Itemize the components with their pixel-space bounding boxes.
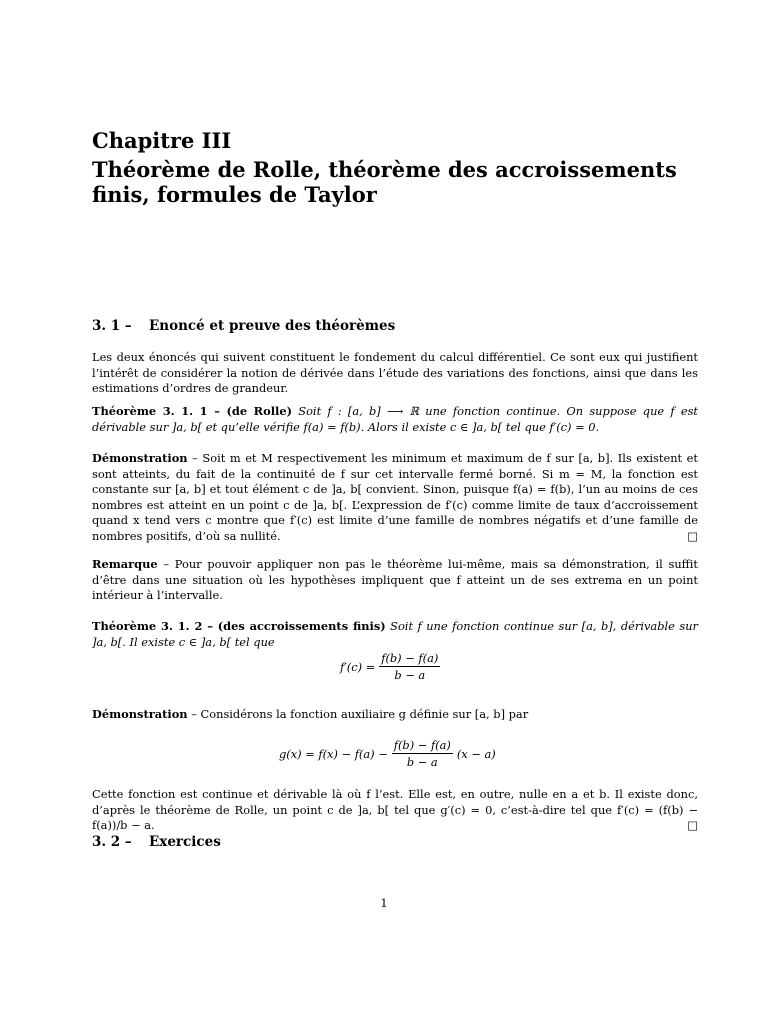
intro-paragraph: Les deux énoncés qui suivent constituent le fondement du calcul différentiel. Ce sont eux qui justifient l’intérêt de considérer la notion de dérivée dans l’étude des variations des fonctions, ainsi que dans les estimations d’ordres de grandeur. [92,350,698,396]
section-number: 3. 1 – [92,318,132,334]
fraction-numerator: f(b) − f(a) [393,738,451,752]
formula-mean-value [340,651,444,682]
chapter-label: Chapitre III [92,128,232,153]
conclusion-text: Cette fonction est continue et dérivable là où f l’est. Elle est, en outre, nulle en a et b. Il existe donc, d’après le théorème de Rolle, un point c de ]a, b[ tel que g′(c) = 0, c’est-à-dire tel que f′(c) = (f(b) − f(a))/b − a. [92,787,698,833]
formula-lhs: g(x) = f(x) − f(a) − [279,746,388,761]
remark-paragraph [92,557,698,604]
proof-heading: Démonstration [92,451,188,465]
formula-auxiliary [279,738,496,769]
fraction-numerator: f(b) − f(a) [381,651,439,665]
section-heading-1 [92,318,395,334]
section-heading-2 [92,834,221,850]
qed-symbol: □ [687,528,698,543]
section-title: Enoncé et preuve des théorèmes [149,318,396,334]
proof-conclusion [92,787,698,834]
fraction [379,651,440,682]
section-title: Exercices [149,834,221,850]
proof-rolle [92,451,698,545]
proof-heading: Démonstration [92,707,188,721]
theorem-statement: Soit f une fonction continue sur [a, b], dérivable sur ]a, b[. Il existe c ∈ ]a, b[ tel que [92,619,698,649]
chapter-title: Théorème de Rolle, théorème des accroissements finis, formules de Taylor [92,157,677,207]
remark-heading: Remarque [92,557,158,571]
theorem-heading: Théorème 3. 1. 1 – (de Rolle) [92,404,293,418]
theorem-heading: Théorème 3. 1. 2 – (des accroissements finis) [92,619,386,633]
page-number: 1 [380,896,388,910]
section-number: 3. 2 – [92,834,132,850]
theorem-accroissements [92,619,698,650]
formula-rhs: (x − a) [456,746,496,761]
proof-accroissements [92,707,698,723]
qed-symbol: □ [687,818,698,833]
fraction-denominator: b − a [406,755,438,769]
formula-lhs: f′(c) = [340,659,376,674]
theorem-rolle [92,404,698,435]
theorem-statement: Soit f : [a, b] ⟶ ℝ une fonction continue. On suppose que f est dérivable sur ]a, b[ et qu’elle vérifie f(a) = f(b). Alors il existe c ∈ ]a, b[ tel que f′(c) = 0. [92,404,698,434]
remark-text: – Pour pouvoir appliquer non pas le théorème lui-même, mais sa démonstration, il suffit d’être dans une situation où les hypothèses impliquent que f atteint un de ses extrema en un point intérieur à l’intervalle. [92,557,698,603]
proof-text: – Soit m et M respectivement les minimum et maximum de f sur [a, b]. Ils existent et sont atteints, du fait de la continuité de f sur cet intervalle fermé borné. Si m = M, la fonction est constante sur [a, b] et tout élément c de ]a, b[ convient. Sinon, puisque f(a) = f(b), l’un au moins de ces nombres est atteint en un point c de ]a, b[. L’expression de f′(c) comme limite de taux d’accroissement quand x tend vers c montre que f′(c) est limite d’une famille de nombres négatifs et d’une famille de nombres positifs, d’où sa nullité. [92,451,698,543]
proof-text: – Considérons la fonction auxiliaire g définie sur [a, b] par [191,707,529,721]
fraction [392,738,453,769]
fraction-denominator: b − a [394,668,426,682]
